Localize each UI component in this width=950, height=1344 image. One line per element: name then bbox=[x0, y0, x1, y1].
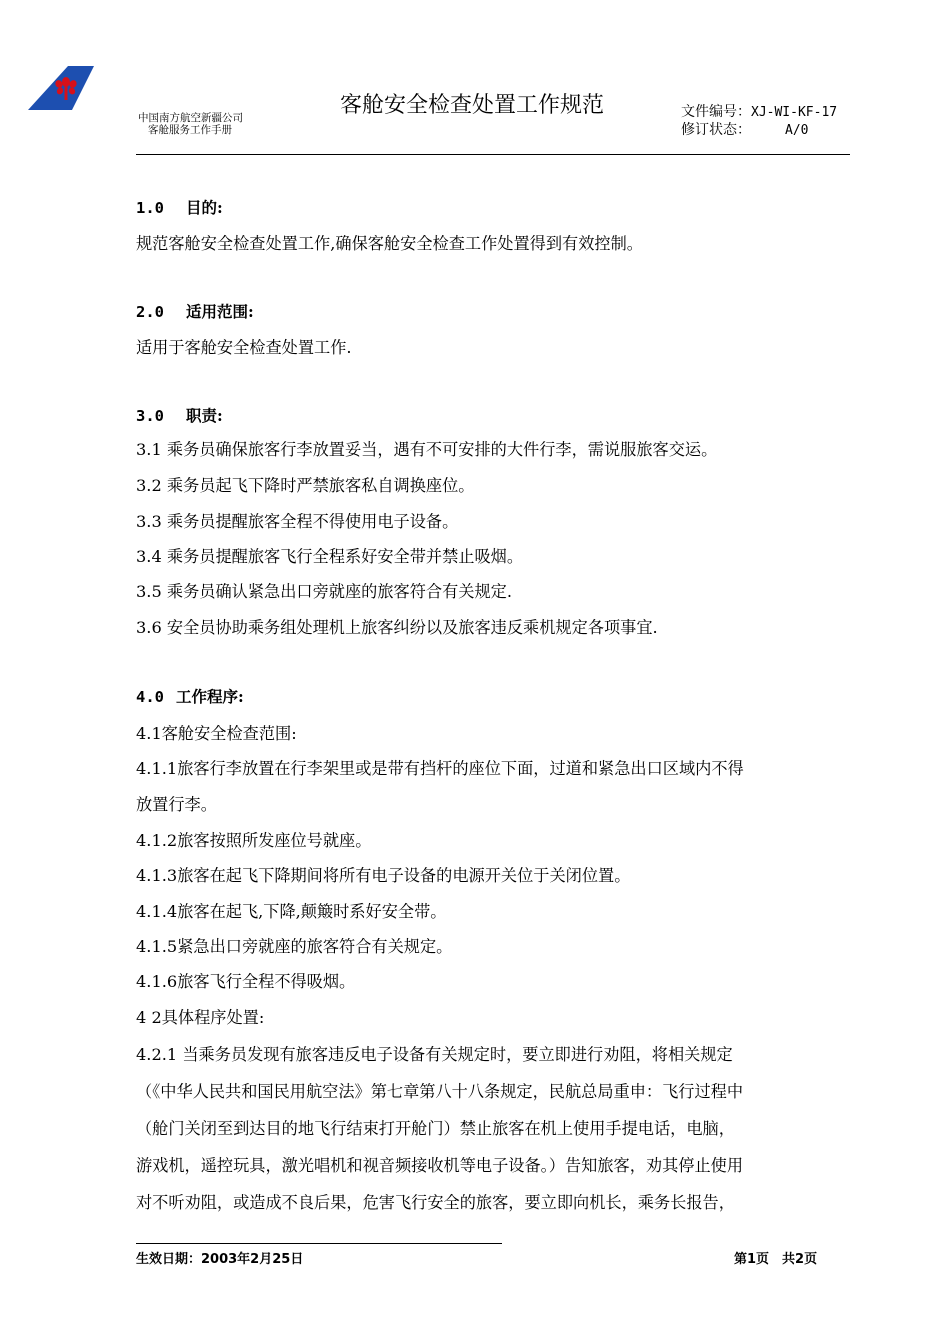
text-line: 4.1.5紧急出口旁就座的旅客符合有关规定。 bbox=[136, 937, 453, 956]
text-line: （舱门关闭至到达目的地飞行结束打开舱门）禁止旅客在机上使用手提电话，电脑， bbox=[136, 1119, 735, 1138]
doc-number bbox=[681, 101, 837, 121]
list-item: 3.6 安全员协助乘务组处理机上旅客纠纷以及旅客违反乘机规定各项事宜. bbox=[136, 618, 658, 637]
text-line: 4 2具体程序处置: bbox=[136, 1008, 265, 1027]
page-title: 客舱安全检查处置工作规范 bbox=[340, 93, 605, 118]
list-item: 3.2 乘务员起飞下降时严禁旅客私自调换座位。 bbox=[136, 476, 475, 495]
section-number: 4.0 bbox=[136, 688, 164, 706]
revision-label: 修订状态： bbox=[681, 122, 751, 138]
section-heading-responsibilities bbox=[136, 404, 223, 426]
section-text: 规范客舱安全检查处置工作,确保客舱安全检查工作处置得到有效控制。 bbox=[136, 234, 643, 253]
section-title: 适用范围: bbox=[186, 302, 254, 321]
text-line: 4.2.1 当乘务员发现有旅客违反电子设备有关规定时，要立即进行劝阻，将相关规定 bbox=[136, 1045, 733, 1064]
section-heading-purpose bbox=[136, 196, 223, 218]
page-indicator: 第1页 共2页 bbox=[734, 1252, 818, 1267]
text-line: 4.1.2旅客按照所发座位号就座。 bbox=[136, 831, 372, 850]
text-line: 对不听劝阻，或造成不良后果，危害飞行安全的旅客，要立即向机长，乘务长报告， bbox=[136, 1193, 735, 1212]
section-title: 工作程序: bbox=[176, 687, 244, 706]
list-item: 3.1 乘务员确保旅客行李放置妥当，遇有不可安排的大件行李，需说服旅客交运。 bbox=[136, 440, 718, 459]
section-number: 1.0 bbox=[136, 199, 164, 217]
footer-divider bbox=[136, 1243, 502, 1244]
section-text: 适用于客舱安全检查处置工作. bbox=[136, 338, 352, 357]
text-line: 4.1.6旅客飞行全程不得吸烟。 bbox=[136, 972, 356, 991]
section-heading-scope bbox=[136, 300, 254, 322]
revision-status bbox=[681, 119, 808, 139]
text-line: 4.1.4旅客在起飞,下降,颠簸时系好安全带。 bbox=[136, 902, 447, 921]
manual-name: 客舱服务工作手册 bbox=[148, 124, 232, 136]
doc-number-value: XJ-WI-KF-17 bbox=[751, 105, 838, 120]
airline-logo-icon bbox=[28, 66, 98, 112]
section-heading-procedure bbox=[136, 685, 244, 707]
text-line: 4.1.1旅客行李放置在行李架里或是带有挡杆的座位下面，过道和紧急出口区域内不得 bbox=[136, 759, 744, 778]
text-line: 4.1.3旅客在起飞下降期间将所有电子设备的电源开关位于关闭位置。 bbox=[136, 866, 631, 885]
company-name: 中国南方航空新疆公司 bbox=[138, 112, 243, 124]
effective-date: 生效日期：2003年2月25日 bbox=[136, 1252, 304, 1267]
section-title: 目的: bbox=[186, 198, 223, 217]
revision-value: A/0 bbox=[785, 123, 809, 138]
section-number: 3.0 bbox=[136, 407, 164, 425]
text-line: 游戏机，遥控玩具，激光唱机和视音频接收机等电子设备。）告知旅客，劝其停止使用 bbox=[136, 1156, 744, 1175]
list-item: 3.3 乘务员提醒旅客全程不得使用电子设备。 bbox=[136, 512, 459, 531]
section-title: 职责: bbox=[186, 406, 223, 425]
list-item: 3.4 乘务员提醒旅客飞行全程系好安全带并禁止吸烟。 bbox=[136, 547, 524, 566]
text-line: 放置行李。 bbox=[136, 795, 217, 814]
list-item: 3.5 乘务员确认紧急出口旁就座的旅客符合有关规定. bbox=[136, 582, 512, 601]
header-divider bbox=[136, 154, 850, 155]
text-line: （《中华人民共和国民用航空法》第七章第八十八条规定，民航总局重申：飞行过程中 bbox=[136, 1082, 744, 1101]
section-number: 2.0 bbox=[136, 303, 164, 321]
text-line: 4.1客舱安全检查范围: bbox=[136, 724, 297, 743]
doc-number-label: 文件编号： bbox=[681, 104, 751, 120]
